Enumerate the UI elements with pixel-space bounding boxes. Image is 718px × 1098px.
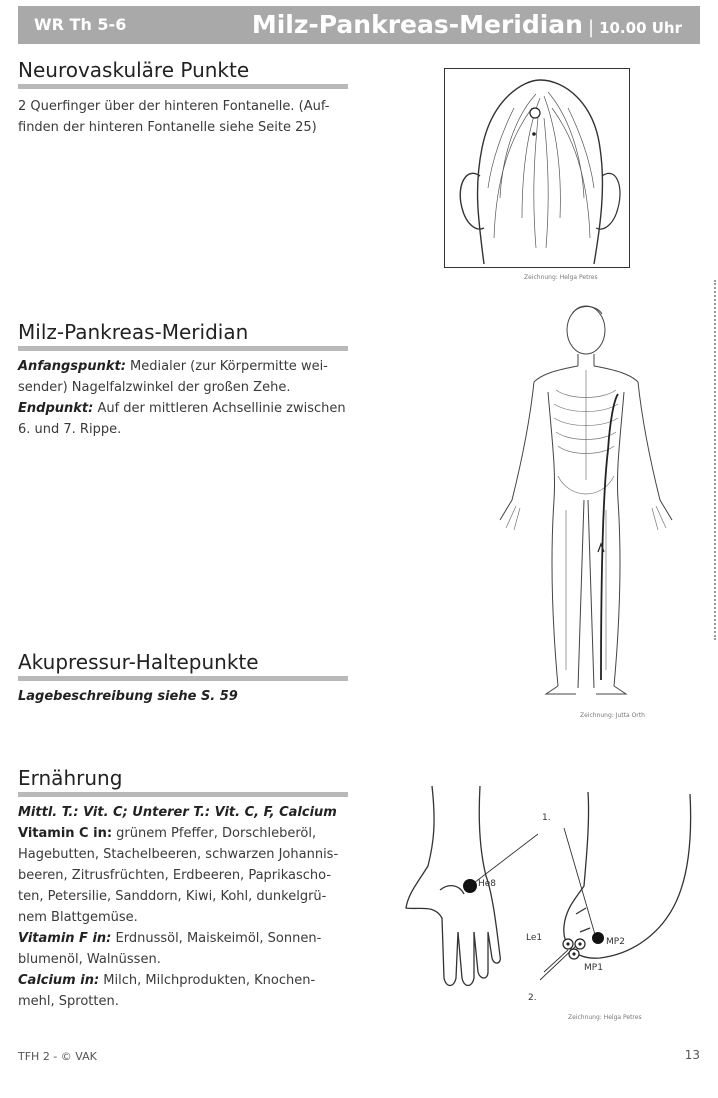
section-rule [18,792,348,797]
neurovascular-text [18,96,350,138]
nutrition-line-8: blumenöl, Walnüssen. [18,952,161,967]
nutrition-line-2 [18,823,350,844]
meridian-start-line-1 [18,356,350,377]
header-title-group [252,10,682,39]
body-illustration [486,300,696,704]
nutrition-line-7 [18,928,350,949]
nutrition-line-4: beeren, Zitrusfrüchten, Erdbeeren, Paprikascho- [18,868,332,883]
end-text-1: Auf der mittleren Achsellinie zwischen [93,401,346,416]
mp2-label: MP2 [606,937,625,947]
nutrition-title: Ernährung [18,766,123,790]
acupressure-note: Lagebeschreibung siehe S. 59 [18,689,238,704]
nutrition-text [18,802,350,1012]
page-edge-dots [714,280,718,640]
nutrition-line-3: Hagebutten, Stachelbeeren, schwarzen Johannis- [18,847,339,862]
neurovascular-title: Neurovaskuläre Punkte [18,58,250,82]
section-rule [18,676,348,681]
vitamin-c-text: grünem Pfeffer, Dorschleberöl, [112,826,317,841]
le1-label: Le1 [526,933,543,943]
nutrition-line-1: Mittl. T.: Vit. C; Unterer T.: Vit. C, F, Calcium [18,805,337,820]
hand-foot-caption: Zeichnung: Helga Petres [568,1014,642,1021]
mp1-label: MP1 [584,963,603,973]
start-label: Anfangspunkt: [18,359,126,374]
acupressure-title: Akupressur-Haltepunkte [18,650,259,674]
start-text-1: Medialer (zur Körpermitte wei- [125,359,328,374]
neurovascular-line-2: finden der hinteren Fontanelle siehe Seite 25) [18,120,317,135]
start-text-2: sender) Nagelfalzwinkel der großen Zehe. [18,380,291,395]
page-number: 13 [684,1048,700,1062]
page-header [18,6,700,44]
end-text-2: 6. und 7. Rippe. [18,422,122,437]
hand-foot-illustration [400,782,700,1016]
meridian-title: Milz-Pankreas-Meridian [18,320,249,344]
vitamin-c-label: Vitamin C in: [18,826,113,841]
vitamin-f-label: Vitamin F in: [18,931,112,946]
he8-label: He8 [478,879,497,889]
head-caption: Zeichnung: Helga Petres [524,274,598,281]
nutrition-line-6: nem Blattgemüse. [18,910,138,925]
nutrition-line-9 [18,970,350,991]
body-caption: Zeichnung: Jutta Orth [580,712,645,719]
meridian-end-line-1 [18,398,350,419]
section-rule [18,84,348,89]
header-time: 10.00 Uhr [599,19,682,37]
calcium-text: Milch, Milchprodukten, Knochen- [99,973,316,988]
header-separator: | [587,17,595,38]
head-illustration [444,68,630,268]
section-rule [18,346,348,351]
section-code: WR Th 5-6 [34,15,127,34]
footer-copyright: TFH 2 - © VAK [18,1050,97,1063]
nutrition-line-5: ten, Petersilie, Sanddorn, Kiwi, Kohl, dunkelgrü- [18,889,327,904]
end-label: Endpunkt: [18,401,94,416]
calcium-label: Calcium in: [18,973,100,988]
nutrition-line-10: mehl, Sprotten. [18,994,119,1009]
header-title: Milz-Pankreas-Meridian [251,10,583,39]
neurovascular-line-1: 2 Querfinger über der hinteren Fontanelle. (Auf- [18,99,330,114]
label-two: 2. [528,993,537,1003]
vitamin-f-text: Erdnussöl, Maiskeimöl, Sonnen- [111,931,322,946]
label-one: 1. [542,813,551,823]
meridian-text [18,356,350,440]
